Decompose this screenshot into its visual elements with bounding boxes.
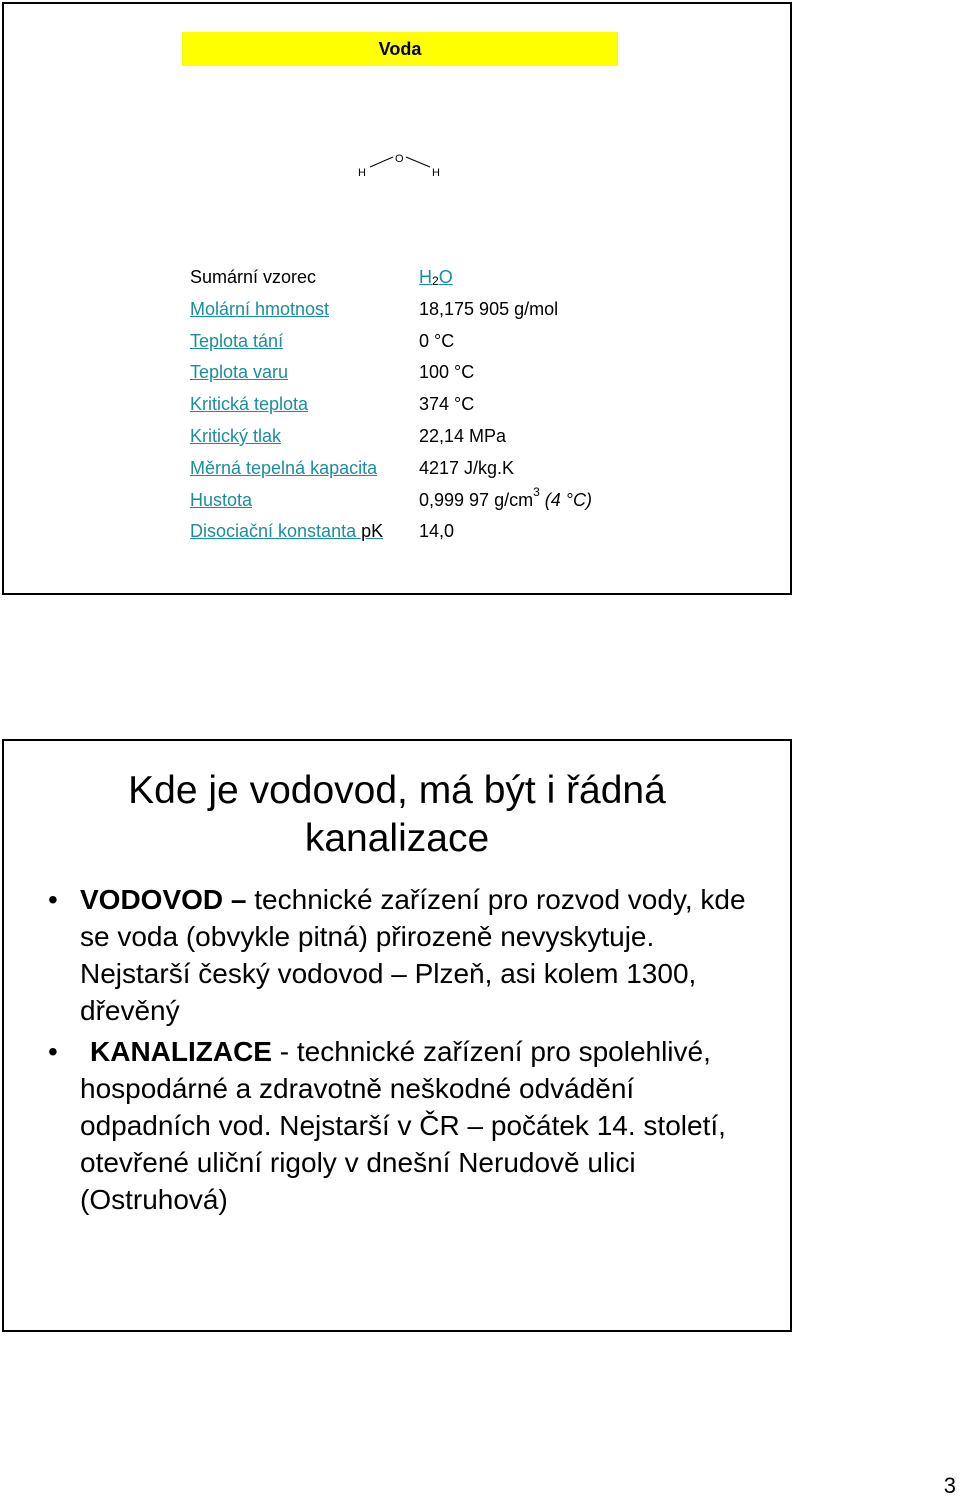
- property-label-group: [190, 518, 383, 544]
- bullet-kanalizace: [48, 1033, 768, 1218]
- heading-line-2: kanalizace: [304, 817, 490, 860]
- property-link[interactable]: Měrná tepelná kapacita: [190, 457, 378, 478]
- page-number: 3: [943, 1473, 956, 1498]
- bullet-term: KANALIZACE: [90, 1036, 272, 1067]
- bond-left: [370, 157, 393, 167]
- density-value: 0,999 97 $g/cm^3$ (4 °C): [419, 484, 592, 510]
- bullet-text: - technické zařízení pro spolehlivé, hospodárné a zdravotně neškodné odvádění odpadních vod. Nejstarší v ČR – počátek 14. století, otevřené uliční rigoly v dnešní Nerudově ulici (Ostruhová): [80, 1036, 726, 1215]
- property-link[interactable]: Kritická teplota: [190, 394, 309, 415]
- bullet-list: [48, 881, 768, 1218]
- bullet-term: VODOVOD: [80, 884, 224, 915]
- bullet-text: technické zařízení pro rozvod vody, kde se voda (obvykle pitná) přirozeně nevyskytuje. Nejstarší český vodovod – Plzeň, asi kolem 1300, dřevěný: [80, 884, 746, 1026]
- water-molecule-diagram: [350, 145, 450, 185]
- formula-value[interactable]: H2O: [419, 267, 453, 288]
- property-value: 0 °C: [419, 330, 455, 351]
- property-suffix: pK: [356, 521, 384, 542]
- molecule-h-right: H: [432, 167, 440, 179]
- heading-line-1: Kde je vodovod, má být i řádná: [128, 769, 666, 812]
- slide-heading: [4, 767, 790, 863]
- bullet-marker: •: [48, 884, 58, 915]
- property-link[interactable]: Kritický tlak: [190, 425, 282, 446]
- property-link[interactable]: Disociační konstanta: [190, 521, 357, 542]
- property-link[interactable]: Hustota: [190, 489, 253, 510]
- molecule-h-left: H: [358, 167, 366, 179]
- property-value: 100 °C: [419, 362, 475, 383]
- bullet-marker: •: [48, 1036, 58, 1067]
- property-label: Sumární vzorec: [190, 267, 317, 287]
- slide-title: Voda: [182, 32, 618, 66]
- molecule-o: O: [395, 153, 404, 165]
- slide-water-supply-sewerage: [2, 739, 792, 1332]
- property-link[interactable]: Teplota varu: [190, 362, 289, 383]
- property-link[interactable]: Molární hmotnost: [190, 298, 330, 319]
- property-value: 18,175 905 g/mol: [419, 298, 559, 319]
- bullet-vodovod: [48, 881, 768, 1029]
- property-value: 4217 J/kg.K: [419, 457, 515, 478]
- property-value: 22,14 MPa: [419, 425, 507, 446]
- slide-water-properties: [2, 2, 792, 595]
- property-value: 374 °C: [419, 394, 475, 415]
- bullet-dash: –: [223, 884, 255, 915]
- bond-right: [406, 157, 430, 167]
- property-link[interactable]: Teplota tání: [190, 330, 284, 351]
- property-value: 14,0: [419, 521, 455, 542]
